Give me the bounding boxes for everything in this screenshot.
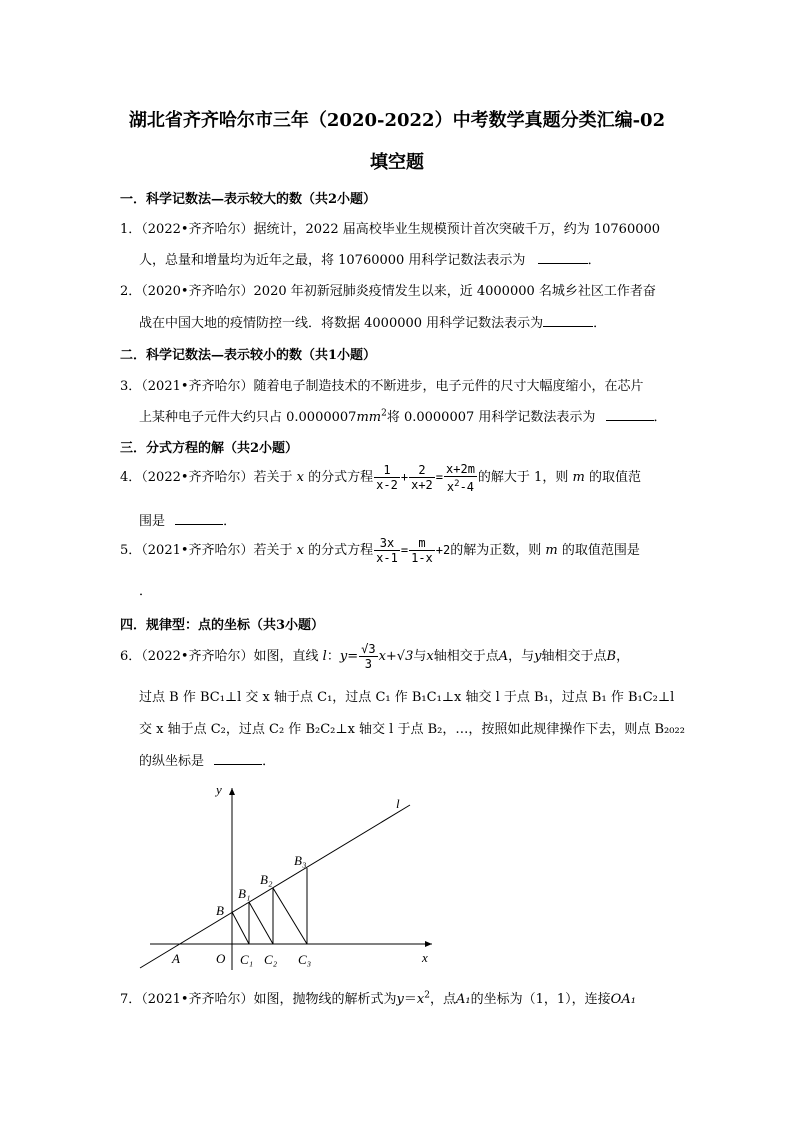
y-axis-arrow xyxy=(229,788,235,795)
label-b: B xyxy=(216,903,224,918)
q5-suffix1: 的解为正数，则 xyxy=(450,543,542,558)
q6-point-a: A xyxy=(498,649,509,664)
q5-fraction-1 xyxy=(374,536,400,565)
q4-f3-den-rest: -4 xyxy=(459,479,475,494)
q2-line1: 2．（2020•齐齐哈尔）2020 年初新冠肺炎疫情发生以来，近 4000000 名城乡社区工作者奋 xyxy=(120,284,656,299)
q5-var-x: x xyxy=(296,543,305,558)
q7-eq: ＝ xyxy=(403,992,417,1007)
q6-var-y2: y xyxy=(534,649,542,664)
q7-text-a: 7．（2021•齐齐哈尔）如图，抛物线的解析式为 xyxy=(120,992,397,1007)
q5-var-m: m xyxy=(545,543,558,558)
q7-text-b: ，点 xyxy=(429,992,456,1007)
q6-colon: ： xyxy=(326,649,340,664)
q6-line1 xyxy=(120,638,629,676)
q4-fraction-1 xyxy=(374,463,400,492)
q3-answer-blank xyxy=(606,408,654,421)
q2-answer-blank xyxy=(543,314,593,327)
q6-text-h: ， xyxy=(616,649,630,664)
q3-line1: 3．（2021•齐齐哈尔）随着电子制造技术的不断进步，电子元件的尺寸大幅度缩小，在芯片 xyxy=(120,379,644,394)
label-a: A xyxy=(172,951,180,966)
q5-plus2: +2 xyxy=(435,543,451,557)
label-b2: B₂ xyxy=(260,872,273,887)
q4-f1-num: 1 xyxy=(374,463,400,478)
q6-line4 xyxy=(139,750,275,769)
q4-plus: + xyxy=(400,470,409,484)
q6-frac-den: 3 xyxy=(364,657,372,671)
q4-f3-den-exp: 2 xyxy=(454,478,460,489)
q6-text-a: 6．（2022•齐齐哈尔）如图，直线 xyxy=(120,649,319,664)
q4-fraction-3 xyxy=(444,462,477,494)
q3-text-b: 将 0.0000007 用科学记数法表示为 xyxy=(386,410,596,425)
q4-fraction-2 xyxy=(409,463,435,492)
label-y: y xyxy=(216,782,222,797)
q7-line1 xyxy=(120,988,636,1007)
q6-frac-num: √3 xyxy=(361,642,376,656)
q3-text-a: 上某种电子元件大约只占 0.0000007 xyxy=(139,410,357,425)
q5-f1-den: x-1 xyxy=(376,551,398,565)
q6-line3: 交 x 轴于点 C₂，过点 C₂ 作 B₂C₂⊥x 轴交 l 于点 B₂，…，按照如此规律操作下去，则点 B₂₀₂₂ xyxy=(139,722,685,737)
q5-mid: 的分式方程 xyxy=(308,543,374,558)
q6-text-e: 轴相交于点 xyxy=(433,649,499,664)
q1-line2 xyxy=(139,249,601,268)
q6-text: 的纵坐标是 xyxy=(139,754,205,769)
q6-text-g: 轴相交于点 xyxy=(541,649,607,664)
q7-point-a1: A₁ xyxy=(456,992,471,1007)
q6-expr: x+√3 xyxy=(378,649,414,664)
q7-segment-oa1: OA₁ xyxy=(610,992,636,1007)
q1-line1: 1．（2022•齐齐哈尔）据统计，2022 届高校毕业生规模预计首次突破千万，约为 10760000 xyxy=(120,222,661,237)
q2-period: ． xyxy=(593,316,607,331)
q4-var-m: m xyxy=(572,470,585,485)
q5-prefix: 5．（2021•齐齐哈尔）若关于 xyxy=(120,543,293,558)
segment-b1c2 xyxy=(249,902,273,944)
q4-eq: = xyxy=(435,470,444,484)
q2-text: 战在中国大地的疫情防控一线．将数据 4000000 用科学记数法表示为 xyxy=(139,316,544,331)
q3-unit: mm xyxy=(356,410,382,425)
q5-eq: = xyxy=(400,543,409,557)
label-b1: B₁ xyxy=(238,886,251,901)
q7-text-c: 的坐标为（1，1），连接 xyxy=(470,992,611,1007)
page-subtitle: 填空题 xyxy=(370,152,424,173)
q4-line2 xyxy=(139,510,236,529)
q6-var-x: x xyxy=(426,649,434,664)
label-o: O xyxy=(216,951,226,966)
q2-line2 xyxy=(139,312,606,331)
q6-text-d: 与 xyxy=(413,649,427,664)
q4-period: ． xyxy=(223,514,237,529)
page-title: 湖北省齐齐哈尔市三年（2020-2022）中考数学真题分类汇编-02 xyxy=(128,110,666,131)
label-x: x xyxy=(422,950,428,965)
q5-f1-num: 3x xyxy=(374,536,400,551)
q3-line2 xyxy=(139,406,667,425)
q3-period: ． xyxy=(653,410,667,425)
section-heading-3: 三．分式方程的解（共2小题） xyxy=(120,441,299,456)
q1-text: 人，总量和增量均为近年之最，将 10760000 用科学记数法表示为 xyxy=(139,253,526,268)
q4-suffix2: 的取值范 xyxy=(588,470,641,485)
q5-line2: ． xyxy=(139,584,153,599)
q7-exp: 2 xyxy=(424,990,430,1001)
q7-var-x: x xyxy=(416,992,425,1007)
section-heading-2: 二．科学记数法—表示较小的数（共1小题） xyxy=(120,348,377,363)
q6-period: ． xyxy=(262,754,276,769)
q4-f1-den: x-2 xyxy=(376,478,398,492)
q6-text-f: ，与 xyxy=(508,649,535,664)
q6-var-l: l xyxy=(322,649,327,664)
q6-eq: = xyxy=(347,649,359,664)
q4-f2-den: x+2 xyxy=(411,478,433,492)
q1-answer-blank xyxy=(538,251,588,264)
q6-answer-blank xyxy=(214,752,262,765)
section-heading-4: 四．规律型：点的坐标（共3小题） xyxy=(120,618,325,633)
label-c3: C₃ xyxy=(298,952,312,967)
label-l: l xyxy=(396,796,400,811)
segment-b2c3 xyxy=(273,888,307,944)
q4-f3-num: x+2m xyxy=(446,461,475,476)
x-axis-arrow xyxy=(425,941,432,947)
q6-fraction xyxy=(359,642,377,671)
q5-fraction-2 xyxy=(409,536,435,565)
q4-line1 xyxy=(120,458,641,497)
segment-bc1 xyxy=(232,912,249,944)
q1-period: ． xyxy=(587,253,601,268)
section-heading-1: 一．科学记数法—表示较大的数（共2小题） xyxy=(120,192,377,207)
q5-f2-den: 1-x xyxy=(411,551,433,565)
q5-suffix2: 的取值范围是 xyxy=(561,543,640,558)
q6-var-y: y xyxy=(339,649,348,664)
q3-unit-exp: 2 xyxy=(381,408,387,419)
q4-answer-blank xyxy=(175,512,223,525)
label-b3: B₃ xyxy=(294,853,307,868)
q4-f3-den-base: x xyxy=(446,479,455,494)
label-c2: C₂ xyxy=(264,952,278,967)
label-c1: C₁ xyxy=(240,952,254,967)
q5-line1 xyxy=(120,531,640,570)
q4-prefix: 4．（2022•齐齐哈尔）若关于 xyxy=(120,470,293,485)
q4-f3-den xyxy=(444,477,477,494)
q5-f2-num: m xyxy=(409,536,435,551)
q6-point-b: B xyxy=(606,649,617,664)
q4-var-x: x xyxy=(296,470,305,485)
q6-line2: 过点 B 作 BC₁⊥l 交 x 轴于点 C₁，过点 C₁ 作 B₁C₁⊥x 轴交 l 于点 B₁，过点 B₁ 作 B₁C₂⊥l xyxy=(139,690,675,705)
q4-suffix1: 的解大于 1，则 xyxy=(477,470,569,485)
q4-text: 围是 xyxy=(139,514,166,529)
q7-var-y: y xyxy=(396,992,404,1007)
q4-f2-num: 2 xyxy=(409,463,435,478)
geometry-figure xyxy=(130,780,450,975)
q4-mid: 的分式方程 xyxy=(308,470,374,485)
